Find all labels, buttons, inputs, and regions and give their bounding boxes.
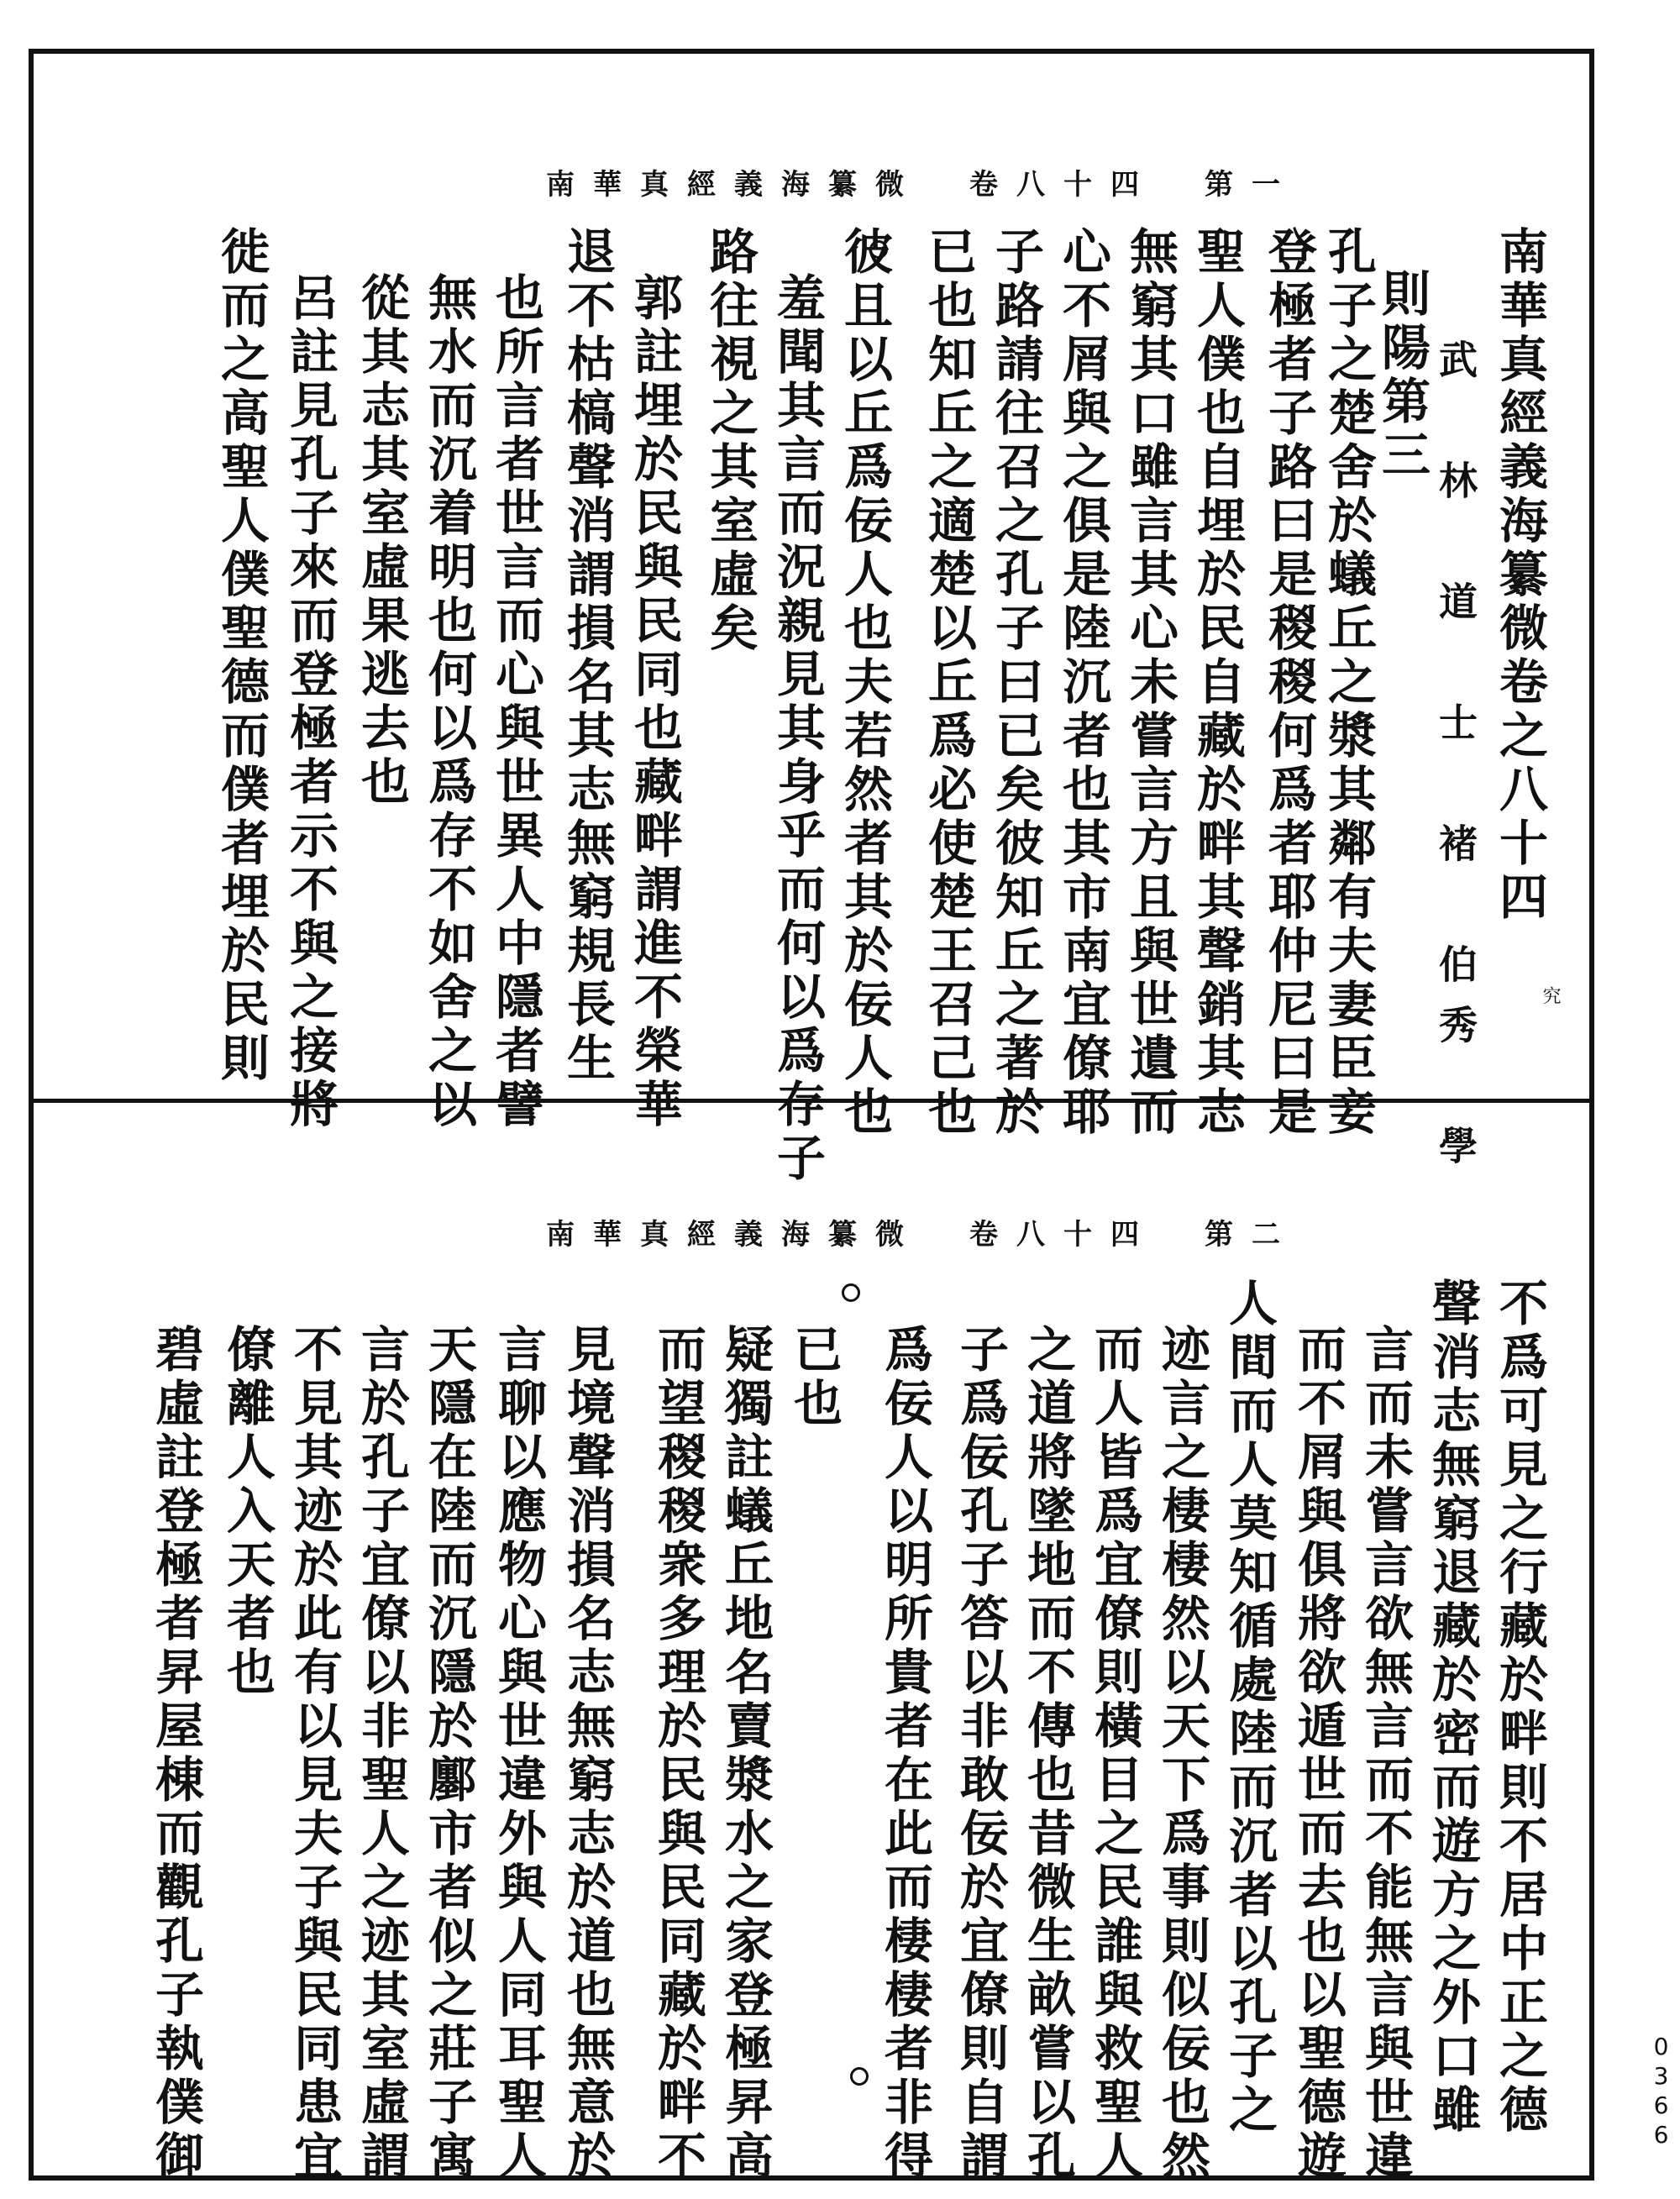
top-col-8: 彼且以丘爲佞人也夫若然者其於佞人也 [836, 226, 893, 1140]
top-author: 武 林 道 士 褚 伯秀 學 [1433, 339, 1478, 1186]
top-col-13: 也所言者世言而心與世異人中隱者譬 [487, 272, 544, 1132]
top-col-15: 從其志其室虛果逃去也 [353, 272, 410, 810]
bottom-col-17: 言於孔子宜僚以非聖人之迹其室虛謂 [353, 1324, 410, 2184]
bottom-col-7: 而人皆爲宜僚則橫目之民誰與救聖人 [1086, 1324, 1143, 2184]
bottom-col-2: 聲消志無窮退藏於密而遊方之外口雖 [1424, 1278, 1481, 2138]
top-title: 南華真經義海纂微卷之八十四 [1491, 226, 1548, 925]
section-circle-mark [842, 1283, 860, 1302]
top-col-17: 徙而之高聖人僕聖德而僕者埋於民則 [213, 226, 270, 1086]
page-number: 0366 [1647, 2033, 1675, 2150]
bottom-col-14: 見境聲消損名志無窮志於道也無意於 [559, 1324, 616, 2184]
top-page [34, 54, 1589, 1186]
top-col-14: 無水而沉着明也何以爲存不如舍之以 [420, 272, 477, 1132]
top-col-9: 羞聞其言而況親見其身乎而何以爲存子 [769, 272, 826, 1186]
bottom-col-4: 而不屑與俱將欲遁世而去也以聖德遊 [1289, 1324, 1347, 2184]
top-running-header: 南華真經義海纂微 卷八十四 第一 [546, 168, 1299, 202]
bottom-col-18: 不見其迹於此有以見夫子與民同患宜 [286, 1324, 343, 2184]
bottom-page [34, 1105, 1589, 2184]
top-col-1: 孔子之楚舍於蟻丘之漿其鄰有夫妻臣妾 [1320, 226, 1377, 1140]
top-col-5: 心不屑與之俱是陸沉者也其市南宜僚耶 [1054, 226, 1111, 1140]
top-col-12: 退不枯槁聲消謂損名其志無窮規長生 [559, 226, 616, 1086]
bottom-col-9: 子爲佞孔子答以非敢佞於宜僚則自謂 [952, 1324, 1009, 2184]
bottom-col-8: 之道將墜地而不傳也昔微生畝嘗以孔 [1019, 1324, 1076, 2184]
bottom-col-5: 人間而人莫知循處陸而沉者以孔子之 [1221, 1278, 1278, 2138]
top-col-6: 子路請往召之孔子曰已矣彼知丘之著於 [987, 226, 1044, 1140]
top-col-4: 無窮其口雖言其心未嘗言方且與世遺而 [1121, 226, 1179, 1140]
bottom-col-16: 天隱在陸而沉隱於鄽市者似之莊子寓 [420, 1324, 477, 2184]
bottom-running-header: 南華真經義海纂微 卷八十四 第二 [546, 1218, 1299, 1252]
top-folio-mark: 究 [1540, 986, 1561, 1005]
bottom-col-20: 碧虛註登極者昇屋棟而觀孔子執僕御 [147, 1324, 204, 2184]
bottom-col-10: 爲佞人以明所貴者在此而棲棲者非得 [876, 1324, 933, 2184]
bottom-col-1: 不爲可見之行藏於畔則不居中正之德 [1491, 1278, 1548, 2138]
top-col-10: 路往視之其室虛矣 [701, 226, 759, 656]
top-chapter: 則陽第三 [1373, 268, 1431, 483]
bottom-col-11: 已也 [785, 1324, 843, 1431]
bottom-col-13: 而望稯稯衆多理於民與民同藏於畔不 [649, 1324, 706, 2184]
top-col-11: 郭註埋於民與民同也藏畔謂進不榮華 [626, 272, 683, 1132]
bottom-col-12: 疑獨註蟻丘地名賣漿水之家登極昇高 [717, 1324, 774, 2184]
top-col-7: 已也知丘之適楚以丘爲必使楚王召己也 [920, 226, 977, 1140]
bottom-col-19: 僚離人入天者也 [218, 1324, 276, 1700]
section-circle-mark [850, 2067, 869, 2086]
top-col-2: 登極者子路曰是稯稯何爲者耶仲尼曰是 [1260, 226, 1317, 1140]
bottom-col-15: 言聊以應物心與世違外與人同耳聖人 [490, 1324, 547, 2184]
bottom-col-6: 迹言之棲棲然以天下爲事則似佞也然 [1153, 1324, 1210, 2184]
bottom-col-3: 言而未嘗言欲無言而不能無言與世違 [1357, 1324, 1414, 2184]
top-col-3: 聖人僕也自埋於民自藏於畔其聲銷其志 [1189, 226, 1246, 1140]
top-col-16: 呂註見孔子來而登極者示不與之接將 [281, 272, 339, 1132]
